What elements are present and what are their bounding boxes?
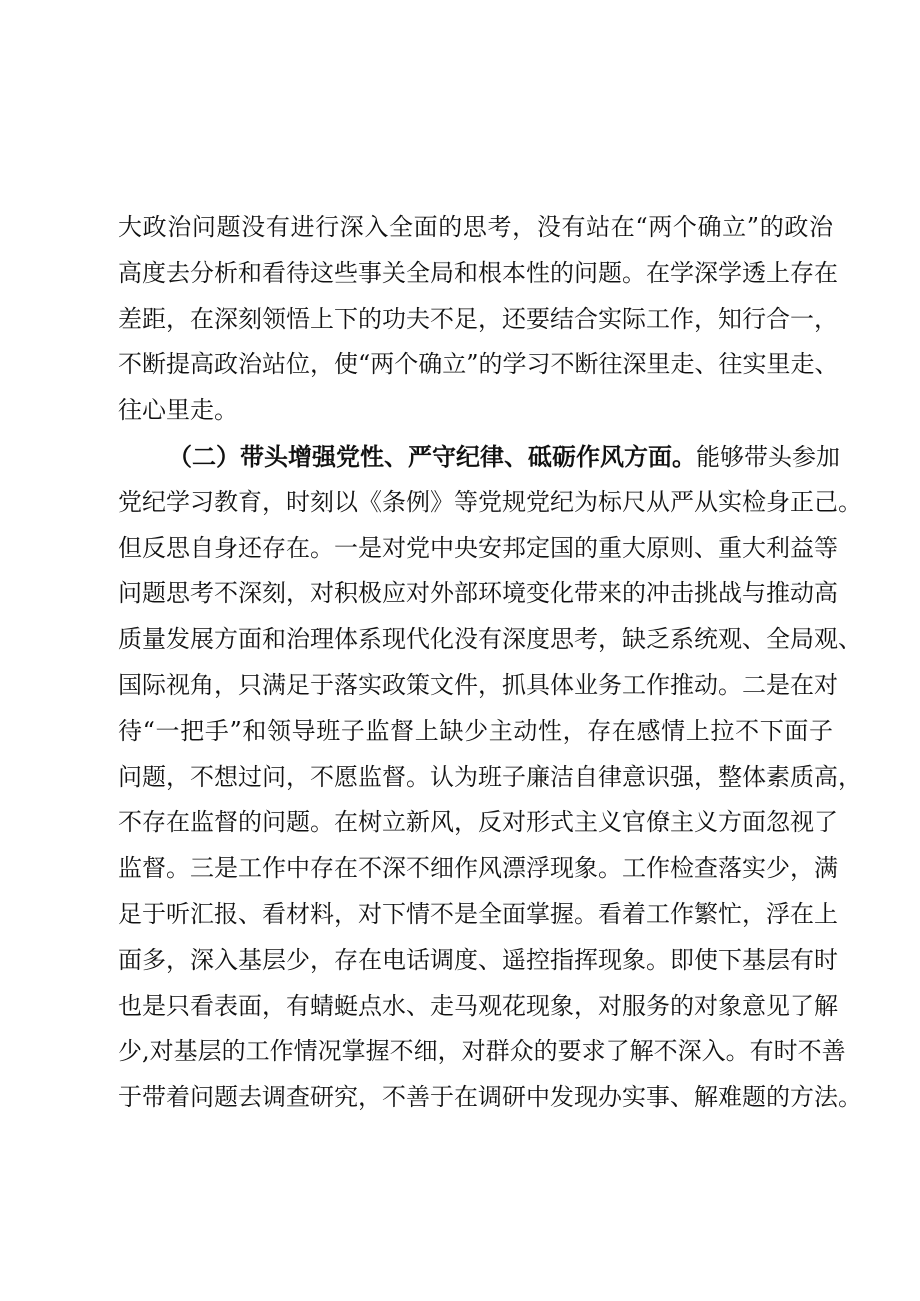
text-line: 面多，深入基层少，存在电话调度、遥控指挥现象。即使下基层有时 [118,945,838,974]
text-line: 问题思考不深刻，对积极应对外部环境变化带来的冲击挑战与推动高 [118,579,838,608]
text-line: 待“一把手”和领导班子监督上缺少主动性，存在感情上拉不下面子 [118,716,833,745]
text-line: 也是只看表面，有蜻蜓点水、走马观花现象，对服务的对象意见了解 [118,991,838,1020]
text-line: 不断提高政治站位，使“两个确立”的学习不断往深里走、往实里走、 [118,350,839,379]
text-line: 差距，在深刻领悟上下的功夫不足，还要结合实际工作，知行合一， [118,304,838,333]
text-line: 监督。三是工作中存在不深不细作风漂浮现象。工作检查落实少，满 [118,854,838,883]
text-line: 往心里走。 [118,396,238,425]
text-line: 问题，不想过问，不愿监督。认为班子廉洁自律意识强，整体素质高， [118,762,862,791]
text-line: 于带着问题去调查研究，不善于在调研中发现办实事、解难题的方法。 [118,1083,862,1112]
section-heading: （二）带头增强党性、严守纪律、砥砺作风方面。 [168,441,696,471]
text-line: 国际视角，只满足于落实政策文件，抓具体业务工作推动。二是在对 [118,670,838,699]
text-line: 高度去分析和看待这些事关全局和根本性的问题。在学深学透上存在 [118,258,838,287]
section-heading-line [118,434,840,480]
text-line: 足于听汇报、看材料，对下情不是全面掌握。看着工作繁忙，浮在上 [118,899,838,928]
document-body [118,205,862,1121]
text-line: 少,对基层的工作情况掌握不细，对群众的要求了解不深入。有时不善 [118,1037,846,1066]
text-line: 党纪学习教育，时刻以《条例》等党规党纪为标尺从严从实检身正己。 [118,487,862,516]
text-line: 不存在监督的问题。在树立新风，反对形式主义官僚主义方面忽视了 [118,808,838,837]
text-line: 大政治问题没有进行深入全面的思考，没有站在“两个确立”的政治 [118,213,833,241]
text-line: 质量发展方面和治理体系现代化没有深度思考，缺乏系统观、全局观、 [118,625,862,654]
text-line: 但反思自身还存在。一是对党中央安邦定国的重大原则、重大利益等 [118,533,838,562]
heading-line-rest: 能够带头参加 [696,442,840,471]
